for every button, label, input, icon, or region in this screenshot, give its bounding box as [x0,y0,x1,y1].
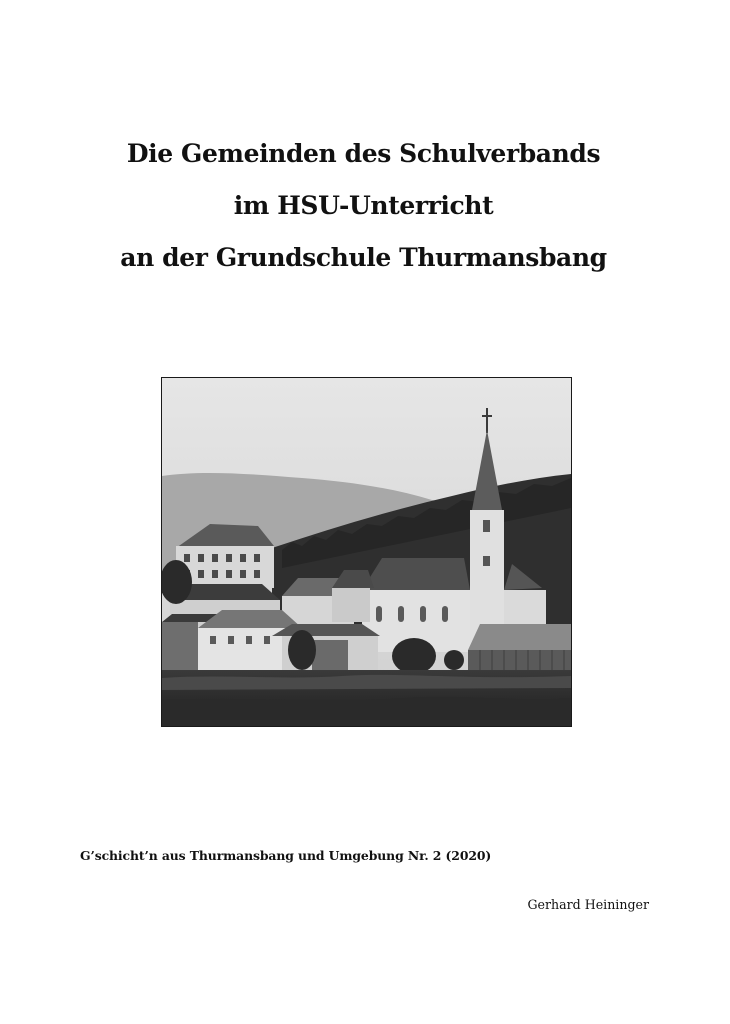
title-line-1: Die Gemeinden des Schulverbands [126,139,601,168]
title-line-3: an der Grundschule Thurmansbang [120,243,607,272]
village-photo-illustration [162,378,571,726]
village-photo [161,377,572,727]
series-subtitle: G’schicht’n aus Thurmansbang und Umgebung Nr. 2 (2020) [80,848,492,863]
document-title [0,128,730,284]
title-line-2: im HSU-Unterricht [233,191,494,220]
author-name: Gerhard Heininger [527,897,649,912]
